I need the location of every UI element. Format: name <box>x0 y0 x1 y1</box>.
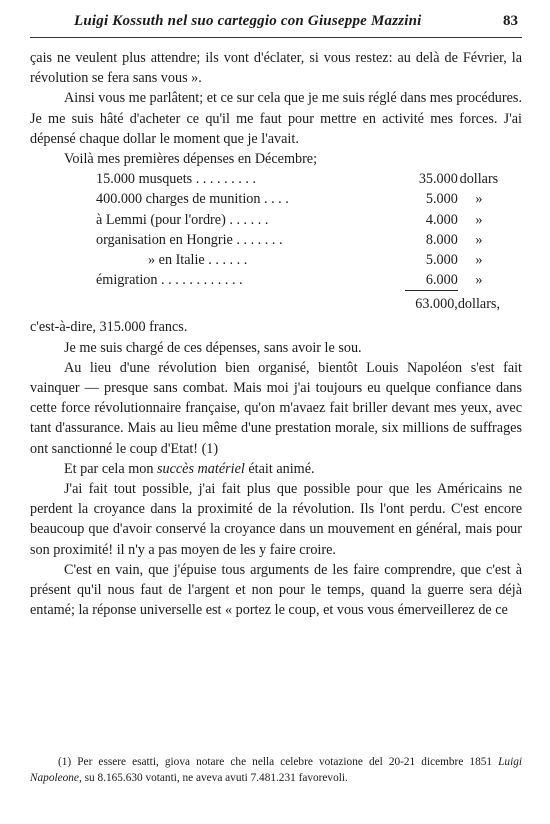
expense-unit: » <box>475 252 483 269</box>
page-number: 83 <box>503 13 518 29</box>
expense-unit: dollars <box>459 171 499 188</box>
paragraph-1: çais ne veulent plus attendre; ils vont d'éclater, si vous restez: au delà de Février, la révolution se fera sans vous ». <box>30 50 522 87</box>
paragraph-7 <box>30 459 522 479</box>
expense-unit: » <box>475 231 483 248</box>
running-title: Luigi Kossuth nel suo carteggio con Giuseppe Mazzini <box>74 13 422 29</box>
expense-label: émigration . . . . . . . . . . . . <box>96 272 243 289</box>
table-row <box>96 270 500 291</box>
footnote-text: (1) Per essere esatti, giova notare che nella celebre votazione del 20-21 dicembre 1851 <box>58 756 499 768</box>
expense-label: » en Italie . . . . . . <box>148 252 248 269</box>
paragraph-7-end: était animé. <box>244 460 315 477</box>
expense-label: 15.000 musquets . . . . . . . . . <box>96 171 257 188</box>
expense-label: 400.000 charges de munition . . . . <box>96 191 289 208</box>
expense-amount: 4.000 <box>425 211 458 228</box>
expense-label: à Lemmi (pour l'ordre) . . . . . . <box>96 211 269 228</box>
total-amount: 63.000, <box>405 291 458 318</box>
table-row <box>96 250 500 270</box>
paragraph-3: Voilà mes premières dépenses en Décembre; <box>64 151 318 168</box>
expense-amount: 5.000 <box>425 252 458 269</box>
expense-amount: 6.000 <box>425 272 458 289</box>
paragraph-7-start: Et par cela mon <box>64 460 157 477</box>
table-row <box>96 189 500 209</box>
expense-unit: » <box>475 272 483 289</box>
total-row <box>96 291 500 318</box>
expense-amount: 35.000 <box>418 171 458 188</box>
expense-amount: 5.000 <box>425 191 458 208</box>
expense-amount: 8.000 <box>425 231 458 248</box>
paragraph-5: Je me suis chargé de ces dépenses, sans avoir le sou. <box>64 339 362 356</box>
footnote <box>30 754 522 786</box>
table-row <box>96 169 500 189</box>
expense-label: organisation en Hongrie . . . . . . . <box>96 231 283 248</box>
footnote-name: Luigi Napoleone <box>30 756 522 784</box>
expense-unit: » <box>475 211 483 228</box>
expenses-table <box>96 169 500 317</box>
total-unit: dollars, <box>457 295 500 312</box>
header-rule <box>30 37 522 38</box>
italic-phrase: succès matériel <box>156 460 245 477</box>
table-row <box>96 230 500 250</box>
main-text <box>30 48 522 620</box>
expense-unit: » <box>475 191 483 208</box>
paragraph-2: Ainsi vous me parlâtent; et ce sur cela que je me suis réglé dans mes procédures. Je me suis hâté d'acheter ce qu'il me faut pour mettre en activité mes forces. J'ai dépensé chaque dollar le moment que je l'avait. <box>30 90 522 147</box>
paragraph-9: C'est en vain, que j'épuise tous arguments de les faire comprendre, que c'est à présent qu'il nous faut de l'argent et non pour le temps, quand la guerre sera déjà entamé; la réponse universelle est « portez le coup, et vous vous émerveillerez de ce <box>30 561 522 619</box>
page-header <box>30 13 520 35</box>
paragraph-6: Au lieu d'une révolution bien organisé, bientôt Louis Napoléon s'est fait vainquer — presque sans combat. Mais moi j'ai toujours eu quelque confiance dans cette force révolutionnaire française, qu'on m'avaez fait briller devant mes yeux, avec tant d'assurance. Mais au lieu même d'une prestation morale, six millions de suffrages ont sanctionné le coup d'Etat! (1) <box>30 359 522 457</box>
paragraph-8: J'ai fait tout possible, j'ai fait plus que possible pour que les Américains ne perdent la croyance dans la proximité de la révolution. Ils l'ont perdu. C'est encore beaucoup que d'avoir conservé la croyance dans un mouvement en général, mais pour son proximité! il n'y a pas moyen de les y faire croire. <box>30 481 522 558</box>
footnote-text-end: , su 8.165.630 votanti, ne aveva avuti 7.481.231 favorevoli. <box>78 772 348 784</box>
paragraph-4: c'est-à-dire, 315.000 francs. <box>30 319 188 336</box>
table-row <box>96 210 500 230</box>
